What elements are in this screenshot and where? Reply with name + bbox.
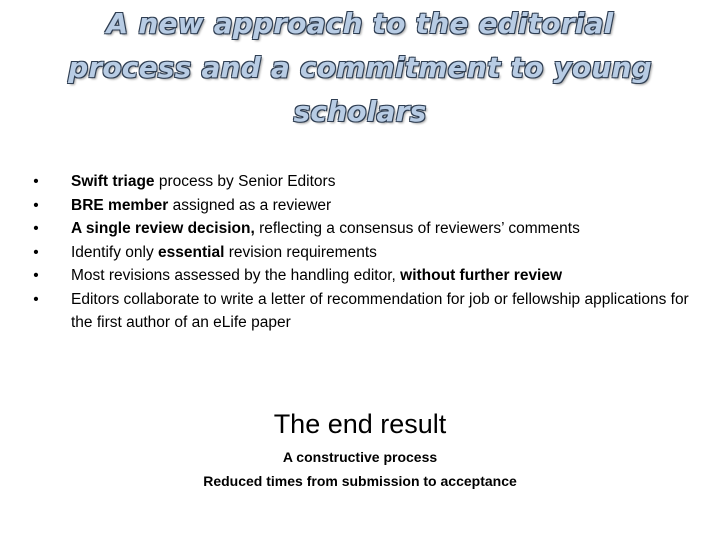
bullet-icon: • (33, 243, 39, 261)
bullet-list (30, 170, 690, 335)
bullet-icon: • (33, 267, 39, 284)
bullet-text: process by Senior Editors (154, 173, 336, 190)
bullet-bold-text: essential (158, 243, 225, 261)
end-result-heading: The end result (273, 409, 447, 439)
bullet-icon: • (33, 290, 39, 308)
bullet-text: Identify only (71, 243, 159, 261)
bullet-text: revision requirements (224, 243, 377, 261)
bullet-item-bre-member (30, 194, 690, 218)
bullet-bold-text: BRE member (71, 196, 169, 214)
bullet-item-recommendation-letter (30, 288, 690, 335)
bullet-bold-text: Swift triage (71, 173, 155, 190)
bullet-item-triage (30, 170, 690, 194)
bullet-bold-text: A single review decision, (71, 220, 255, 237)
bullet-text: Editors collaborate to write a letter of recommendation for job or fellowship applications for the first author of an eLife paper (71, 290, 689, 331)
bullet-icon: • (33, 173, 39, 190)
slide-title: A new approach to the editorial process and a commitment to young scholars (68, 7, 652, 128)
bullet-text: assigned as a reviewer (168, 196, 332, 214)
bullet-bold-text: without further review (400, 267, 563, 284)
bullet-item-single-decision (30, 217, 690, 241)
end-result-line-1: A constructive process (282, 449, 438, 465)
bullet-text: reflecting a consensus of reviewers’ comments (254, 220, 580, 237)
bullet-text: Most revisions assessed by the handling editor, (71, 267, 401, 284)
bullet-icon: • (33, 196, 39, 214)
bullet-item-handling-editor (30, 264, 690, 288)
end-result-line-2: Reduced times from submission to acceptance (203, 473, 517, 489)
bullet-icon: • (33, 220, 39, 237)
bullet-item-essential-revisions (30, 241, 690, 265)
